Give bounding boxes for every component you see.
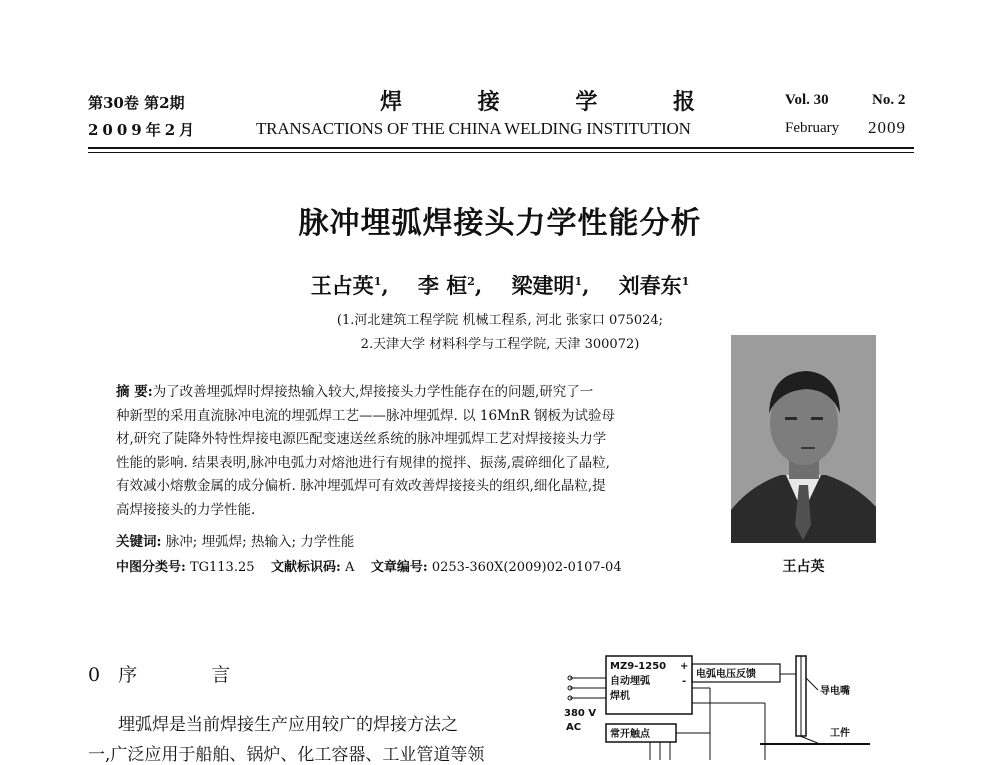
issue-date: 2009年2月 — [88, 121, 199, 139]
author-name: 王占英 — [310, 273, 374, 298]
number-en: No. 2 — [872, 92, 906, 108]
photo-caption: 王占英 — [782, 559, 825, 575]
article-no-value: 0253-360X(2009)02-0107-04 — [431, 560, 622, 575]
journal-title-en: TRANSACTIONS OF THE CHINA WELDING INSTITUTION — [256, 119, 691, 138]
abstract-label: 摘 要: — [116, 384, 153, 400]
author-portrait-image — [731, 335, 876, 543]
feedback-label: 电弧电压反馈 — [696, 669, 756, 680]
section-heading — [88, 660, 264, 687]
article-no-label: 文章编号: — [370, 560, 428, 575]
month-en: February — [785, 120, 840, 136]
contact-label: 常开触点 — [610, 729, 650, 740]
body-line: 一,广泛应用于船舶、锅炉、化工容器、工业管道等领 — [88, 745, 485, 765]
author-affil-mark: 2 — [467, 275, 475, 288]
abstract-line: 有效减小熔敷金属的成分偏析. 脉冲埋弧焊可有效改善焊接接头的组织,细化晶粒,提 — [116, 478, 606, 494]
machine-label: 焊机 — [610, 691, 630, 702]
keywords-text: 脉冲; 埋弧焊; 热输入; 力学性能 — [165, 534, 355, 550]
doc-code-value: A — [344, 560, 355, 575]
abstract — [116, 381, 704, 522]
author-name: 刘春东 — [618, 273, 682, 298]
journal-title-cn: 焊 接 学 报 — [380, 89, 729, 115]
keywords-label: 关键词: — [116, 534, 162, 550]
keywords — [116, 530, 354, 550]
paper-title: 脉冲埋弧焊接头力学性能分析 — [298, 206, 702, 241]
author-list: 王占英$^1$, 李 桓$^2$, 梁建明$^1$, 刘春东$^1$ — [310, 273, 690, 298]
doc-code-label: 文献标识码: — [271, 560, 341, 575]
welding-system-diagram — [550, 648, 920, 760]
author-name: 李 桓 — [417, 273, 468, 298]
abstract-line: 材,研究了陡降外特性焊接电源匹配变速送丝系统的脉冲埋弧焊工艺对焊接接头力学 — [116, 431, 607, 447]
author-affil-mark: 1 — [574, 275, 583, 288]
section-number: 0 — [88, 664, 101, 686]
voltage-label: 380 V — [564, 708, 597, 719]
minus-terminal-label: - — [682, 676, 687, 687]
classification-line — [116, 556, 622, 575]
body-line: 埋弧焊是当前焊接生产应用较广的焊接方法之 — [118, 715, 458, 735]
author-affil-mark: 1 — [373, 275, 382, 288]
year-en: 2009 — [868, 118, 906, 137]
section-title: 序 言 — [118, 664, 265, 686]
header-rule-thick — [88, 147, 914, 149]
header-rule-thin — [88, 152, 914, 153]
machine-label: MZ9-1250 — [610, 661, 667, 672]
ac-label: AC — [566, 722, 582, 733]
abstract-line: 为了改善埋弧焊时焊接热输入较大,焊接接头力学性能存在的问题,研究了一 — [152, 384, 594, 400]
volume-issue: 第30卷 第2期 — [88, 94, 185, 112]
abstract-line: 种新型的采用直流脉冲电流的埋弧焊工艺——脉冲埋弧焊. 以 16MnR 钢板为试验母 — [116, 407, 616, 424]
abstract-line: 高焊接接头的力学性能. — [116, 501, 256, 518]
author-affil-mark: 1 — [681, 275, 690, 288]
author-photo — [731, 335, 876, 543]
clc-value: TG113.25 — [189, 560, 255, 575]
clc-label: 中图分类号: — [116, 560, 186, 575]
author-name: 梁建明 — [511, 273, 575, 298]
volume-en: Vol. 30 — [785, 92, 829, 108]
workpiece-label: 工件 — [830, 728, 850, 739]
affiliation-line: (1.河北建筑工程学院 机械工程系, 河北 张家口 075024; — [336, 313, 664, 328]
abstract-line: 性能的影响. 结果表明,脉冲电弧力对熔池进行有规律的搅拌、振荡,震碎细化了晶粒, — [116, 454, 610, 471]
plus-terminal-label: + — [680, 661, 689, 672]
affiliation-line: 2.天津大学 材料科学与工程学院, 天津 300072) — [360, 337, 640, 352]
torch-label: 导电嘴 — [820, 686, 850, 697]
machine-label: 自动埋弧 — [610, 676, 650, 687]
